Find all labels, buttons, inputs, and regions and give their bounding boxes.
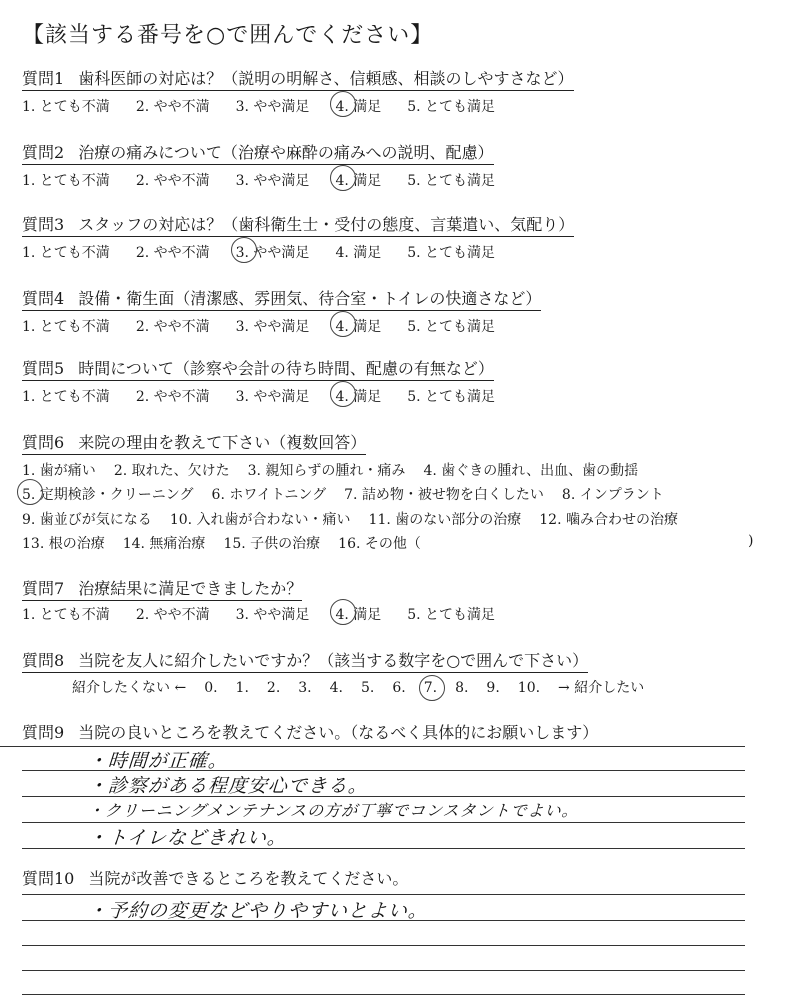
scale-10[interactable]: 10. — [517, 680, 541, 696]
answer-line — [22, 945, 745, 946]
scale-4[interactable]: 4. — [329, 680, 343, 696]
reason-1[interactable]: 1. 歯が痛い — [22, 463, 96, 479]
option-4[interactable]: 4. 満足 — [335, 245, 382, 261]
reason-4[interactable]: 4. 歯ぐきの腫れ、出血、歯の動揺 — [423, 463, 639, 479]
question-number: 質問3 — [22, 215, 65, 234]
question-number: 質問4 — [22, 289, 65, 308]
question-text: スタッフの対応は？（歯科衛生士・受付の態度、言葉遣い、気配り） — [78, 215, 575, 234]
handwritten-answer: ・クリーニングメンテナンスの方が丁寧でコンスタントでよい。 — [87, 801, 580, 820]
reason-12[interactable]: 12. 噛み合わせの治療 — [539, 512, 678, 528]
question-8-heading — [22, 648, 588, 673]
question-text: 当院の良いところを教えてください。（なるべく具体的にお願いします） — [78, 723, 599, 742]
reason-15[interactable]: 15. 子供の治療 — [223, 536, 321, 552]
question-number: 質問1 — [22, 69, 65, 88]
question-4-heading — [22, 286, 541, 311]
reason-6[interactable]: 6. ホワイトニング — [211, 487, 327, 503]
scale-1[interactable]: 1. — [235, 680, 249, 696]
question-text: 歯科医師の対応は？（説明の明解さ、信頼感、相談のしやすさなど） — [78, 69, 574, 88]
scale-right-label: → 紹介したい — [558, 680, 645, 696]
option-1[interactable]: 1. とても不満 — [22, 245, 110, 261]
scale-0[interactable]: 0. — [204, 680, 218, 696]
option-1[interactable]: 1. とても不満 — [22, 173, 110, 189]
handwritten-answer: ・時間が正確。 — [87, 750, 229, 772]
question-3-options — [22, 242, 521, 262]
question-9-heading — [22, 720, 598, 744]
option-2[interactable]: 2. やや不満 — [135, 99, 210, 115]
option-5[interactable]: 5. とても満足 — [407, 607, 496, 623]
option-1[interactable]: 1. とても不満 — [22, 607, 110, 623]
reason-9[interactable]: 9. 歯並びが気になる — [22, 512, 152, 528]
option-3[interactable]: 3. やや満足 — [235, 607, 310, 623]
option-5[interactable]: 5. とても満足 — [407, 99, 496, 115]
scale-5[interactable]: 5. — [360, 680, 375, 696]
reason-11[interactable]: 11. 歯のない部分の治療 — [368, 512, 522, 528]
option-2[interactable]: 2. やや不満 — [135, 319, 210, 335]
reasons-row-3 — [22, 509, 696, 529]
question-1-heading — [22, 66, 574, 91]
question-4-options — [22, 316, 521, 336]
question-number: 質問2 — [22, 143, 65, 162]
option-1[interactable]: 1. とても不満 — [22, 99, 110, 115]
reason-14[interactable]: 14. 無痛治療 — [122, 536, 206, 552]
handwritten-answer: ・予約の変更などやりやすいとよい。 — [87, 900, 429, 922]
reasons-row-4 — [22, 533, 439, 553]
recommend-scale — [72, 677, 662, 697]
option-1[interactable]: 1. とても不満 — [22, 389, 110, 405]
scale-2[interactable]: 2. — [266, 680, 281, 696]
question-5-options — [22, 386, 521, 406]
option-3[interactable]: 3. やや満足 — [235, 389, 310, 405]
question-number: 質問6 — [22, 433, 65, 452]
question-text: 当院を友人に紹介したいですか？（該当する数字を○で囲んで下さい） — [78, 651, 589, 670]
option-2[interactable]: 2. やや不満 — [135, 389, 210, 405]
question-text: 設備・衛生面（清潔感、雰囲気、待合室・トイレの快適さなど） — [78, 289, 542, 308]
option-4-selected[interactable]: 4. 満足 — [335, 604, 381, 624]
reasons-row-1 — [22, 460, 656, 480]
reason-2[interactable]: 2. 取れた、欠けた — [113, 463, 230, 479]
option-5[interactable]: 5. とても満足 — [407, 173, 496, 189]
question-text: 当院が改善できるところを教えてください。 — [88, 869, 409, 888]
question-number: 質問10 — [22, 869, 75, 888]
question-1-options — [22, 96, 521, 116]
question-number: 質問5 — [22, 359, 65, 378]
option-3[interactable]: 3. やや満足 — [235, 99, 310, 115]
scale-8[interactable]: 8. — [455, 680, 469, 696]
option-4-selected[interactable]: 4. 満足 — [335, 170, 381, 190]
option-5[interactable]: 5. とても満足 — [407, 389, 496, 405]
option-2[interactable]: 2. やや不満 — [135, 245, 210, 261]
question-7-options — [22, 604, 521, 624]
question-number: 質問8 — [22, 651, 65, 670]
reason-3[interactable]: 3. 親知らずの腫れ・痛み — [247, 463, 406, 479]
scale-3[interactable]: 3. — [298, 680, 312, 696]
option-4-selected[interactable]: 4. 満足 — [335, 316, 381, 336]
answer-line — [22, 894, 745, 895]
other-close-paren: ) — [748, 533, 754, 549]
question-10-heading — [22, 866, 408, 890]
option-5[interactable]: 5. とても満足 — [407, 319, 496, 335]
scale-7-selected[interactable]: 7. — [423, 680, 438, 696]
scale-6[interactable]: 6. — [392, 680, 406, 696]
question-2-options — [22, 170, 521, 190]
reason-13[interactable]: 13. 根の治療 — [22, 536, 105, 552]
option-1[interactable]: 1. とても不満 — [22, 319, 110, 335]
handwritten-answer: ・診察がある程度安心できる。 — [87, 775, 369, 797]
question-number: 質問9 — [22, 723, 65, 742]
answer-line — [22, 970, 745, 971]
question-7-heading — [22, 576, 302, 601]
option-4-selected[interactable]: 4. 満足 — [335, 96, 381, 116]
question-2-heading — [22, 140, 494, 165]
option-2[interactable]: 2. やや不満 — [135, 173, 210, 189]
question-3-heading — [22, 212, 574, 237]
scale-9[interactable]: 9. — [486, 680, 500, 696]
handwritten-answer: ・トイレなどきれい。 — [87, 827, 288, 849]
reasons-row-2 — [22, 484, 682, 504]
question-text: 時間について（診察や会計の待ち時間、配慮の有無など） — [78, 359, 494, 378]
option-3[interactable]: 3. やや満足 — [235, 319, 310, 335]
option-3[interactable]: 3. やや満足 — [235, 173, 310, 189]
question-text: 治療の痛みについて（治療や麻酔の痛みへの説明、配慮） — [78, 143, 494, 162]
question-text: 治療結果に満足できましたか？ — [78, 579, 303, 598]
option-5[interactable]: 5. とても満足 — [407, 245, 496, 261]
reason-8[interactable]: 8. インプラント — [561, 487, 664, 503]
reason-7[interactable]: 7. 詰め物・被せ物を白くしたい — [344, 487, 544, 503]
option-4-selected[interactable]: 4. 満足 — [335, 386, 381, 406]
answer-line — [22, 994, 745, 995]
question-5-heading — [22, 356, 494, 381]
question-number: 質問7 — [22, 579, 65, 598]
reason-10[interactable]: 10. 入れ歯が合わない・痛い — [169, 512, 351, 528]
question-text: 来院の理由を教えて下さい（複数回答） — [78, 433, 367, 452]
reason-5-selected[interactable]: 5. 定期検診・クリーニング — [22, 484, 194, 504]
scale-left-label: 紹介したくない ← — [72, 680, 187, 696]
reason-16[interactable]: 16. その他（ — [338, 536, 421, 552]
option-2[interactable]: 2. やや不満 — [135, 607, 210, 623]
page-title: 【該当する番号を○で囲んでください】 — [22, 23, 434, 48]
option-3-selected[interactable]: 3. やや満足 — [236, 242, 310, 262]
question-6-heading — [22, 430, 366, 455]
